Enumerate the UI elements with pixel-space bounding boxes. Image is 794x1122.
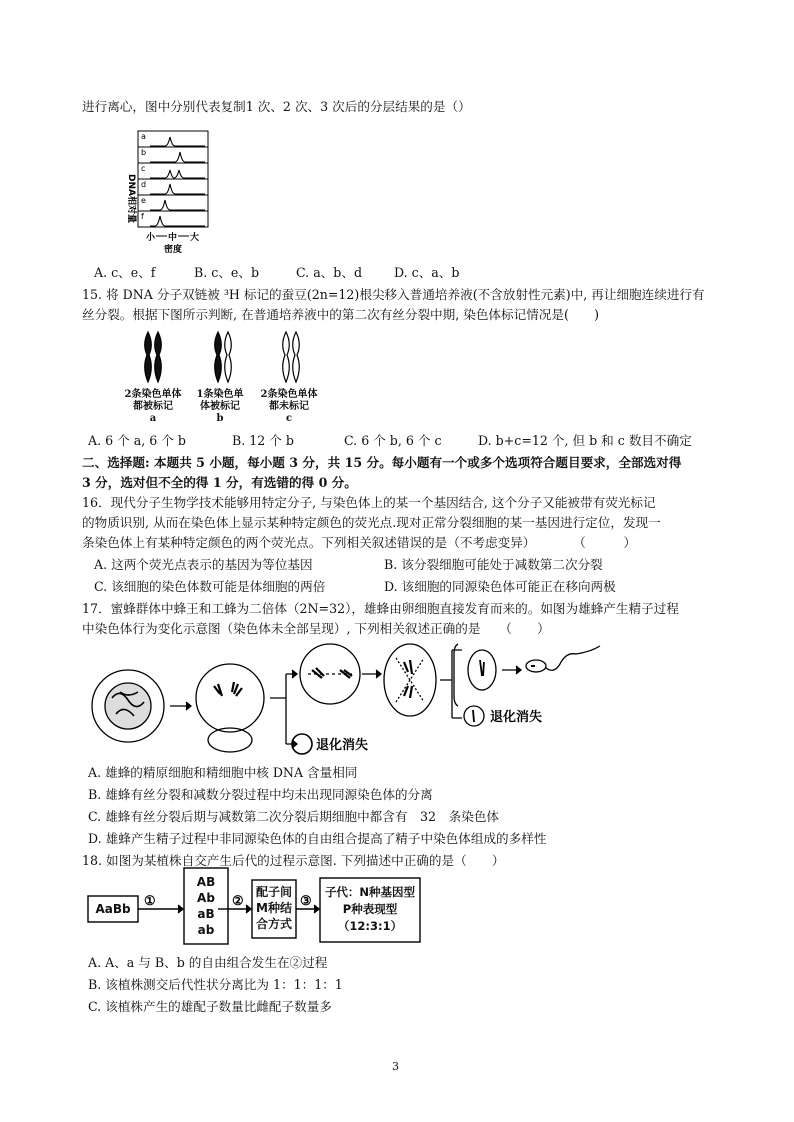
page-number: 3 [392,1060,399,1073]
q14-axis-small: 小 [146,233,156,243]
q14-peaks [150,137,205,226]
q17-option-b[interactable]: B. 雄蜂有丝分裂和减数分裂过程中均未出现同源染色体的分离 [88,787,433,802]
chromosome-c [283,332,300,382]
q17-degenerate-label-1: 退化消失 [316,738,369,753]
q15-option-b[interactable]: B. 12 个 b [232,433,294,448]
q14-row-d: d [141,180,147,189]
q18-option-a[interactable]: A. A、a 与 B、b 的自由组合发生在②过程 [88,955,328,970]
q14-centrifuge-figure [120,126,220,254]
q18-combo-text: 配子间 M种结 合方式 [255,885,292,931]
q14-row-b: b [141,148,147,157]
q14-row-e: e [141,196,146,205]
q18-flow-figure [84,864,424,946]
q16-line-3: 条染色体上有某种特定颜色的两个荧光点。下列相关叙述错误的是（不考虑变异） （ ） [82,535,637,550]
q17-option-c[interactable]: C. 雄蜂有丝分裂后期与减数第二次分裂后期细胞中都含有 32 条染色体 [88,809,500,824]
q14-xlabel: 密度 [164,245,183,254]
q16-option-a[interactable]: A. 这两个荧光点表示的基因为等位基因 [94,557,313,572]
q15-line-2: 丝分裂。根据下图所示判断, 在普通培养液中的第二次有丝分裂中期, 染色体标记情况是( ) [82,307,599,322]
q16-option-d[interactable]: D. 该细胞的同源染色体可能正在移向两极 [384,579,616,594]
q18-step-2: ② [232,894,244,909]
q17-cell-2 [196,664,264,732]
q14-option-b[interactable]: B. c、e、b [194,265,260,280]
q14-stem: 进行离心，图中分别代表复制1 次、2 次、3 次后的分层结果的是（） [82,99,471,114]
q14-axis-large: 大 [190,233,200,243]
q15-label-c: 2条染色单体 都未标记 c [260,389,318,424]
q16-option-b[interactable]: B. 该分裂细胞可能处于减数第二次分裂 [384,557,603,572]
q14-option-c[interactable]: C. a、b、d [296,265,363,280]
q14-row-c: c [141,164,146,173]
q17-option-d[interactable]: D. 雄蜂产生精子过程中非同源染色体的自由组合提高了精子中染色体组成的多样性 [88,831,547,846]
q15-option-d[interactable]: D. b+c=12 个, 但 b 和 c 数目不确定 [478,433,692,448]
q18-option-c[interactable]: C. 该植株产生的雄配子数量比雌配子数量多 [88,999,332,1014]
q17-cell-4 [384,644,436,716]
q15-option-c[interactable]: C. 6 个 b, 6 个 c [344,433,442,448]
q18-offspring-text: 子代：N种基因型 P种表现型 （12:3:1） [324,885,416,933]
q14-row-a: a [141,132,146,141]
q15-label-b: 1条染色单 体被标记 b [196,389,244,424]
q14-option-d[interactable]: D. c、a、b [394,265,460,280]
q18-step-3: ③ [300,894,312,909]
q17-line-1: 17．蜜蜂群体中蜂王和工蜂为二倍体（2N=32），雄蜂由卵细胞直接发育而来的。如图为雄蜂产生精子过程 [82,601,679,616]
q14-option-a[interactable]: A. c、e、f [94,265,156,280]
q16-line-1: 16．现代分子生物学技术能够用特定分子, 与染色体上的某一个基因结合, 这个分子又能被带有荧光标记 [82,495,656,510]
q14-axis-mid: 中 [168,233,178,243]
q17-option-a[interactable]: A. 雄蜂的精原细胞和精细胞中核 DNA 含量相同 [88,765,358,780]
q14-ylabel: DNA相对量 [126,174,136,223]
q18-option-b[interactable]: B. 该植株测交后代性状分离比为 1：1：1：1 [88,977,343,992]
section2-line-2: 3 分，选对但不全的得 1 分，有选错的得 0 分。 [82,475,357,490]
chromosome-a [145,332,162,382]
q16-line-2: 的物质识别, 从而在染色体上显示某种特定颜色的荧光点.现对正常分裂细胞的某一基因进行定位，发现一 [82,515,661,530]
q15-label-a: 2条染色单体 都被标记 a [124,389,182,424]
section2-line-1: 二、选择题: 本题共 5 小题，每小题 3 分，共 15 分。每小题有一个或多个选项符合题目要求，全部选对得 [82,455,682,470]
q18-parent-genotype: AaBb [95,902,131,916]
chromosome-b [215,332,232,382]
q15-line-1: 15. 将 DNA 分子双链被 ³H 标记的蚕豆(2n=12)根尖移入普通培养液(不含放射性元素)中, 再让细胞连续进行有 [82,287,705,302]
q17-nucleus-1 [105,683,151,729]
q14-row-f: f [141,212,144,221]
q17-line-2: 中染色体行为变化示意图（染色体未全部呈现）, 下列相关叙述正确的是 （ ） [82,621,550,636]
q15-chromosome-figure [128,330,358,384]
q18-step-1: ① [144,894,156,909]
q15-option-a[interactable]: A. 6 个 a, 6 个 b [88,433,186,448]
q18-gametes: AB Ab aB ab [196,875,216,937]
q17-degenerate-label-2: 退化消失 [490,710,543,725]
q18-line-1: 18. 如图为某植株自交产生后代的过程示意图. 下列描述中正确的是（ ） [82,853,505,868]
q16-option-c[interactable]: C. 该细胞的染色体数可能是体细胞的两倍 [94,579,326,594]
q17-spermatogenesis-figure [90,640,610,756]
